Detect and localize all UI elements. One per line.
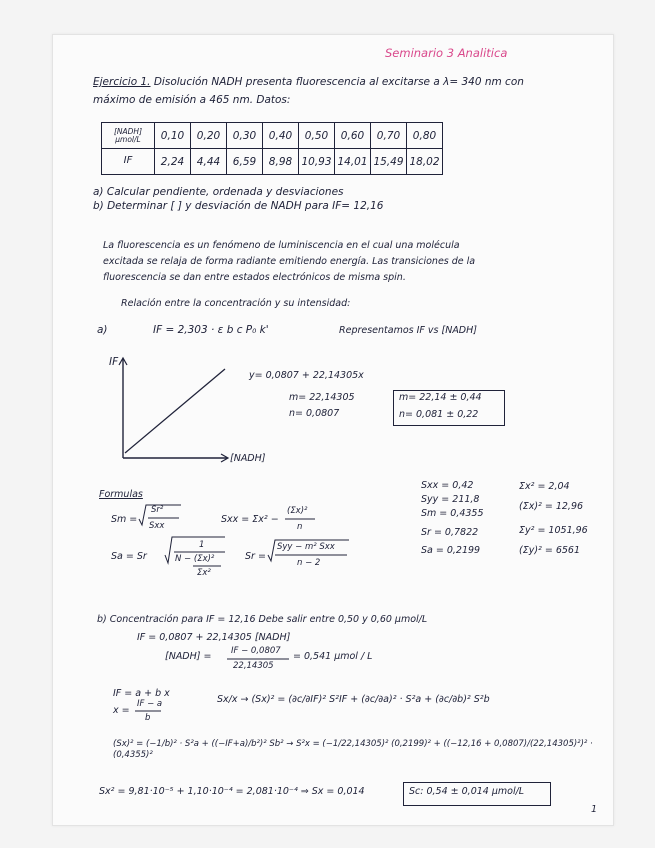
table-cell: 0,20 <box>191 123 227 149</box>
sm-lhs: Sm = <box>111 514 138 525</box>
fluorescence-equation: IF = 2,303 · ε b c P₀ k' <box>153 324 269 336</box>
table-cell: 10,93 <box>299 149 335 175</box>
stat-sm: Sm = 0,4355 <box>421 508 484 519</box>
intercept-result: n= 0,081 ± 0,22 <box>399 409 479 420</box>
sr-denominator: n − 2 <box>297 558 321 568</box>
table-header-cell: IF <box>102 149 155 175</box>
sa-denominator-1: N − (Σx)² <box>175 554 215 564</box>
sm-numerator: Sr² <box>151 505 164 515</box>
notebook-page <box>52 34 614 826</box>
sa-lhs: Sa = Sr <box>111 551 147 562</box>
table-cell: 15,49 <box>371 149 407 175</box>
part-b-line2: IF = 0,0807 + 22,14305 [NADH] <box>137 632 291 643</box>
relation-text: Relación entre la concentración y su intensidad: <box>121 298 351 309</box>
sxx-numerator: (Σx)² <box>287 506 308 516</box>
nadh-result: = 0,541 μmol / L <box>293 651 373 662</box>
slope-value: m= 22,14305 <box>289 392 355 403</box>
sr-radical <box>268 540 349 561</box>
table-cell: 0,60 <box>335 123 371 149</box>
stat-sum-x-sq: (Σx)² = 12,96 <box>519 501 584 512</box>
part-b-line1: b) Concentración para IF = 12,16 Debe salir entre 0,50 y 0,60 μmol/L <box>97 614 428 625</box>
page-number: 1 <box>591 804 598 815</box>
stat-sum-y2: Σy² = 1051,96 <box>519 525 588 536</box>
sa-numerator: 1 <box>199 540 205 550</box>
nadh-denominator: 22,14305 <box>233 661 274 671</box>
table-cell: 6,59 <box>227 149 263 175</box>
sm-radical <box>139 505 181 525</box>
statement-line1: Disolución NADH presenta fluorescencia al excitarse a λ= 340 nm con <box>153 76 524 88</box>
part-a-label: a) <box>97 324 108 336</box>
sr-lhs: Sr = <box>245 551 266 562</box>
x-numerator: IF − a <box>137 699 163 709</box>
sr-numerator: Syy − m² Sxx <box>277 542 335 552</box>
intro-line2: excitada se relaja de forma radiante emitiendo energía. Las transiciones de la <box>103 256 476 267</box>
table-cell: 2,24 <box>155 149 191 175</box>
graph-y-label: IF <box>109 356 119 368</box>
final-calc: Sx² = 9,81·10⁻⁵ + 1,10·10⁻⁴ = 2,081·10⁻⁴ ⇒ Sx = 0,014 <box>99 786 365 797</box>
fit-equation: y= 0,0807 + 22,14305x <box>249 370 364 381</box>
intro-line3: fluorescencia se dan entre estados electrónicos de misma spin. <box>103 272 406 283</box>
table-cell: 0,70 <box>371 123 407 149</box>
propagation-line2: (Sx)² = (−1/b)² · S²a + ((−IF+a)/b²)² Sb² → S²x = (−1/22,14305)² (0,2199)² + ((−12,16 + 0,0807)/(22,14305)²)² · (0,4355)² <box>113 739 593 761</box>
page-header: Seminario 3 Analitica <box>385 46 508 60</box>
table-cell: 14,01 <box>335 149 371 175</box>
stat-sa: Sa = 0,2199 <box>421 545 481 556</box>
stat-sum-y-sq: (Σy)² = 6561 <box>519 545 581 556</box>
graph-x-label: [NADH] <box>230 453 266 464</box>
table-cell: 0,80 <box>407 123 443 149</box>
linear-model: IF = a + b x <box>113 688 170 699</box>
table-cell: 0,30 <box>227 123 263 149</box>
table-cell: 0,10 <box>155 123 191 149</box>
sxx-denominator: n <box>297 522 303 532</box>
x-denominator: b <box>145 713 151 723</box>
sa-radical <box>165 537 225 563</box>
question-a: a) Calcular pendiente, ordenada y desviaciones <box>93 186 344 198</box>
sxx-lhs: Sxx = Σx² − <box>221 514 279 525</box>
intro-line1: La fluorescencia es un fenómeno de luminiscencia en el cual una molécula <box>103 240 460 251</box>
nadh-numerator: IF − 0,0807 <box>231 646 281 656</box>
propagation-line1: Sx/x → (Sx)² = (∂c/∂IF)² S²IF + (∂c/∂a)² · S²a + (∂c/∂b)² S²b <box>217 694 490 705</box>
final-result: Sc: 0,54 ± 0,014 μmol/L <box>409 786 525 797</box>
stat-syy: Syy = 211,8 <box>421 494 480 505</box>
intercept-value: n= 0,0807 <box>289 408 340 419</box>
sm-denominator: Sxx <box>149 521 165 531</box>
table-cell: 0,50 <box>299 123 335 149</box>
table-cell: 4,44 <box>191 149 227 175</box>
stat-sr: Sr = 0,7822 <box>421 527 479 538</box>
table-cell: 0,40 <box>263 123 299 149</box>
slope-result: m= 22,14 ± 0,44 <box>399 392 482 403</box>
nadh-lhs: [NADH] = <box>165 651 212 662</box>
stat-sum-x2: Σx² = 2,04 <box>519 481 570 492</box>
statement-line2: máximo de emisión a 465 nm. Datos: <box>93 94 291 106</box>
formulas-title: Formulas <box>99 489 143 500</box>
table-cell: 8,98 <box>263 149 299 175</box>
problem-title: Ejercicio 1. <box>93 76 151 88</box>
sa-denominator-2: Σx² <box>197 568 211 578</box>
represent-text: Representamos IF vs [NADH] <box>339 325 477 336</box>
stat-sxx: Sxx = 0,42 <box>421 480 474 491</box>
table-cell: 18,02 <box>407 149 443 175</box>
question-b: b) Determinar [ ] y desviación de NADH para IF= 12,16 <box>93 200 384 212</box>
table-header-cell: [NADH] μmol/L <box>102 123 155 149</box>
x-lhs: x = <box>113 705 130 716</box>
